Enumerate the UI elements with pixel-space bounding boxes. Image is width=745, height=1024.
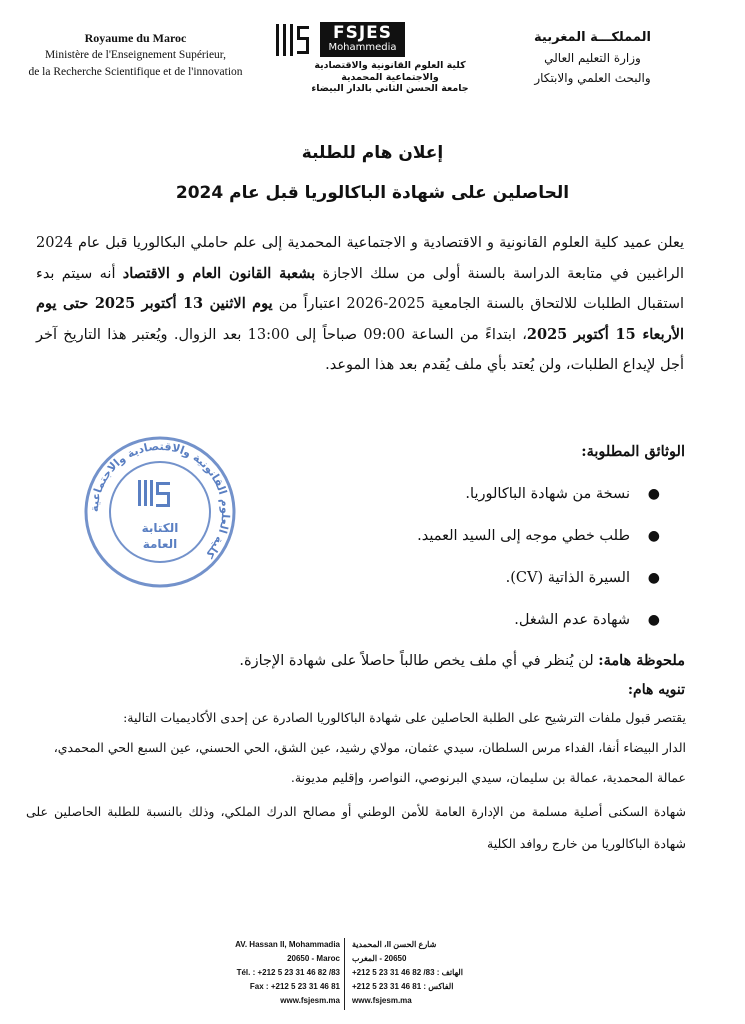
documents-title: الوثائق المطلوبة: bbox=[581, 443, 685, 460]
stamp-logo-icon bbox=[138, 480, 170, 507]
stamp-center-line1: الكتابة bbox=[141, 521, 179, 535]
logo-name: FSJES bbox=[332, 23, 393, 43]
announcement-body bbox=[36, 228, 684, 381]
footer-french bbox=[232, 938, 340, 1008]
note-text: لن يُنظر في أي ملف يخص طالباً حاصلاً على شهادة الإجازة. bbox=[239, 653, 599, 669]
footer-ar-phone: +212 5 23 31 46 82 /83 : الهاتف bbox=[352, 968, 463, 977]
footer-arabic bbox=[352, 938, 512, 1008]
logo-arabic-text bbox=[310, 60, 470, 95]
list-item bbox=[330, 602, 660, 644]
note-label: ملحوظة هامة: bbox=[598, 652, 685, 669]
header-ar-kingdom: المملكـــة المغربية bbox=[534, 30, 651, 45]
footer-fr-fax: Fax : +212 5 23 31 46 81 bbox=[249, 982, 340, 991]
body-dates: يوم الاثنين 13 أكتوبر 2025 حتى يوم الأربعاء 15 أكتوبر 2025 bbox=[36, 295, 685, 343]
logo-ar-line1: كلية العلوم القانونية والاقتصادية bbox=[314, 60, 466, 71]
list-item bbox=[330, 476, 660, 518]
footer-ar-website: www.fsjesm.ma bbox=[352, 996, 412, 1005]
fsjes-logo-icon bbox=[274, 22, 312, 58]
footer-ar-fax: +212 5 23 31 46 81 : الفاكس bbox=[352, 982, 454, 991]
official-stamp bbox=[80, 432, 240, 592]
header-fr-kingdom: Royaume du Maroc bbox=[84, 31, 187, 45]
header-arabic bbox=[500, 28, 685, 88]
document-label: السيرة الذاتية (CV). bbox=[505, 570, 630, 586]
documents-list bbox=[330, 476, 660, 644]
notice-line3: عمالة المحمدية، عمالة بن سليمان، سيدي البرنوصي، النواصر، وإقليم مديونة. bbox=[290, 770, 686, 785]
document-label: طلب خطي موجه إلى السيد العميد. bbox=[417, 528, 630, 544]
bullet-icon: ● bbox=[647, 612, 660, 628]
announcement-title: إعلان هام للطلبة bbox=[301, 143, 444, 163]
notice-line4: شهادة السكنى أصلية مسلمة من الإدارة العامة للأمن الوطني أو مصالح الدرك الملكي، وذلك بالنسبة للطلبة الحاصلين على شهادة الباكالوريا من خارج روافد الكلية bbox=[26, 804, 686, 851]
document-label: نسخة من شهادة الباكالوريا. bbox=[465, 486, 630, 502]
logo-city: Mohammedia bbox=[328, 42, 397, 53]
list-item bbox=[330, 560, 660, 602]
body-part2: أنه سيتم بدء استقبال الطلبات للالتحاق بالسنة الجامعية 2025-2026 اعتباراً من bbox=[36, 265, 684, 312]
notice-line1: يقتصر قبول ملفات الترشيح على الطلبة الحاصلين على شهادة الباكالوريا الصادرة عن إحدى الأكاديميات التالية: bbox=[123, 710, 686, 725]
logo-ar-line2: والاجتماعية المحمدية bbox=[341, 71, 439, 83]
bullet-icon: ● bbox=[647, 528, 660, 544]
body-part3: ، ابتداءً من الساعة 09:00 صباحاً إلى 13:00 بعد الزوال. ويُعتبر هذا التاريخ آخر أجل لإيداع الطلبات، ولن يُعتد بأي ملف يُقدم بعد هذا الموعد. bbox=[36, 326, 684, 373]
bullet-icon: ● bbox=[647, 486, 660, 502]
notice-line2: الدار البيضاء أنفا، الفداء مرس السلطان، سيدي عثمان، مولاي رشيد، عين الشق، الحي الحسني، عين السبع الحي المحمدي، bbox=[53, 740, 686, 755]
logo-name-box bbox=[320, 22, 405, 57]
footer-ar-address: شارع الحسن II، المحمدية bbox=[352, 940, 437, 949]
footer-fr-website: www.fsjesm.ma bbox=[280, 996, 340, 1005]
footer-divider bbox=[344, 938, 345, 1010]
stamp-center-line2: العامة bbox=[142, 537, 178, 551]
document-label: شهادة عدم الشغل. bbox=[514, 612, 630, 628]
logo-ar-line3: جامعة الحسن الثاني بالدار البيضاء bbox=[311, 83, 469, 94]
list-item bbox=[330, 518, 660, 560]
header-fr-research: de la Recherche Scientifique et de l'innovation bbox=[28, 66, 243, 78]
footer-fr-postal: 20650 - Maroc bbox=[287, 954, 340, 963]
notice-title: تنويه هام: bbox=[627, 682, 685, 698]
header-french bbox=[8, 30, 263, 81]
header-fr-ministry: Ministère de l'Enseignement Supérieur, bbox=[44, 49, 227, 61]
body-part1: يعلن عميد كلية العلوم القانونية و الاقتصادية و الاجتماعية المحمدية إلى علم حاملي البكالوريا قبل عام 2024 الراغبين في متابعة الدراسة بالسنة أولى من سلك الاجازة bbox=[36, 235, 685, 282]
important-note bbox=[180, 652, 685, 669]
bullet-icon: ● bbox=[647, 570, 660, 586]
header-ar-research: والبحث العلمي والابتكار bbox=[534, 71, 651, 85]
faculty-logo bbox=[270, 22, 480, 102]
header-ar-ministry: وزارة التعليم العالي bbox=[544, 51, 641, 65]
stamp-ring-text: كلية العلوم القانونية والاقتصادية والاجتماعية bbox=[87, 439, 233, 561]
body-department: بشعبة القانون العام و الاقتصاد bbox=[122, 264, 316, 282]
footer-ar-postal: 20650 - المغرب bbox=[352, 954, 407, 963]
footer-fr-phone: Tél. : +212 5 23 31 46 82 /83 bbox=[236, 968, 340, 977]
announcement-subtitle: الحاصلين على شهادة الباكالوريا قبل عام 2024 bbox=[175, 183, 570, 203]
footer-fr-address: AV. Hassan II, Mohammadia bbox=[235, 940, 340, 949]
